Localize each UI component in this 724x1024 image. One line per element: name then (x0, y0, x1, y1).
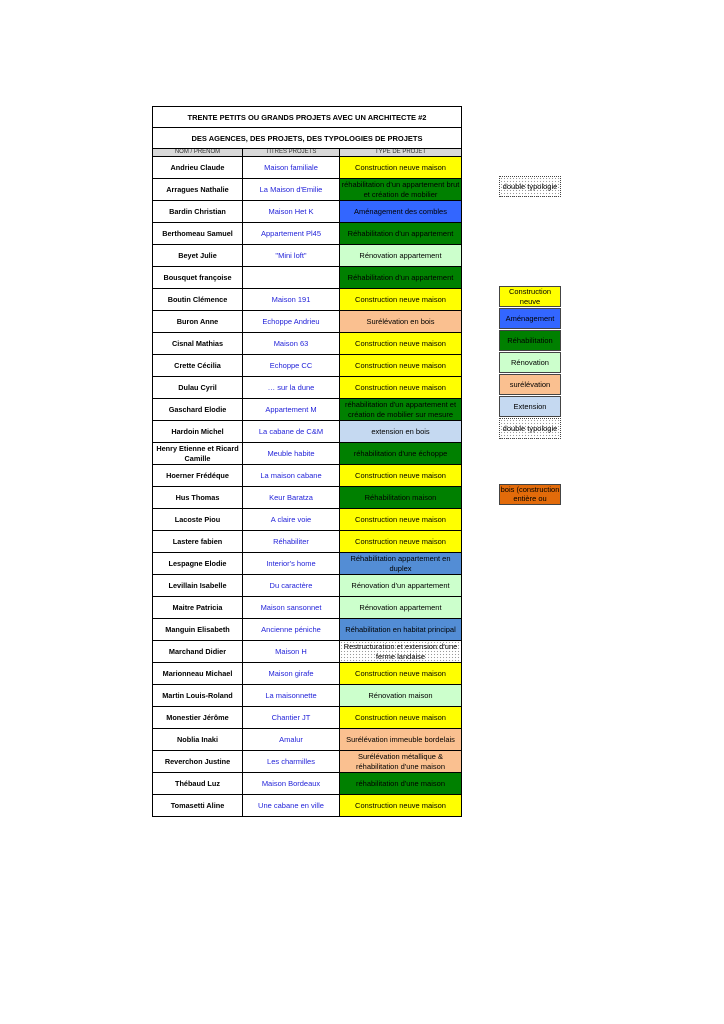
cell-project-title: Maison Het K (243, 201, 340, 222)
cell-project-type: Réhabilitation d'un appartement (340, 267, 461, 288)
cell-project-type: Construction neuve maison (340, 377, 461, 398)
table-subtitle: DES AGENCES, DES PROJETS, DES TYPOLOGIES DE PROJETS (153, 128, 461, 149)
table-row (153, 487, 461, 509)
cell-project-type: Réhabilitation d'un appartement (340, 223, 461, 244)
cell-project-type: Réhabilitation appartement en duplex (340, 553, 461, 574)
legend-swatch: double typologie (499, 418, 561, 439)
table-row (153, 575, 461, 597)
header-title: TITRES PROJETS (243, 149, 340, 156)
cell-project-type: Rénovation appartement (340, 597, 461, 618)
cell-project-type: Restructuration et extension d'une ferme landaise (340, 641, 461, 662)
table-row (153, 553, 461, 575)
cell-name: Henry Etienne et Ricard Camille (153, 443, 243, 464)
cell-project-title: Meuble habite (243, 443, 340, 464)
cell-project-type: extension en bois (340, 421, 461, 442)
table-row (153, 377, 461, 399)
table-row (153, 267, 461, 289)
legend-swatch: Aménagement (499, 308, 561, 329)
cell-project-type: Construction neuve maison (340, 663, 461, 684)
table-row (153, 663, 461, 685)
cell-project-type: Construction neuve maison (340, 157, 461, 178)
table-row (153, 399, 461, 421)
table-row (153, 157, 461, 179)
cell-name: Berthomeau Samuel (153, 223, 243, 244)
table-row (153, 685, 461, 707)
cell-name: Marchand Didier (153, 641, 243, 662)
cell-project-title: "Mini loft" (243, 245, 340, 266)
table-row (153, 619, 461, 641)
cell-project-title: Maison girafe (243, 663, 340, 684)
table-row (153, 289, 461, 311)
projects-table (152, 106, 462, 817)
cell-project-type: Construction neuve maison (340, 509, 461, 530)
table-row (153, 773, 461, 795)
cell-name: Thébaud Luz (153, 773, 243, 794)
table-row (153, 179, 461, 201)
cell-name: Maitre Patricia (153, 597, 243, 618)
cell-project-title: Maison sansonnet (243, 597, 340, 618)
cell-project-title: Echoppe CC (243, 355, 340, 376)
column-headers (153, 149, 461, 157)
cell-project-title: Les charmilles (243, 751, 340, 772)
legend-swatch: Rénovation (499, 352, 561, 373)
legend-swatch: Réhabilitation (499, 330, 561, 351)
cell-name: Hardoin Michel (153, 421, 243, 442)
table-row (153, 223, 461, 245)
legend-swatch: Construction neuve (499, 286, 561, 307)
cell-name: Buron Anne (153, 311, 243, 332)
cell-project-title: Appartement Pl45 (243, 223, 340, 244)
cell-name: Dulau Cyril (153, 377, 243, 398)
table-row (153, 641, 461, 663)
cell-name: Reverchon Justine (153, 751, 243, 772)
table-row (153, 201, 461, 223)
cell-project-title: Du caractère (243, 575, 340, 596)
table-row (153, 355, 461, 377)
cell-project-type: Rénovation appartement (340, 245, 461, 266)
cell-project-type: Construction neuve maison (340, 795, 461, 816)
cell-project-title: Amalur (243, 729, 340, 750)
cell-name: Lespagne Elodie (153, 553, 243, 574)
cell-project-title: Maison familiale (243, 157, 340, 178)
cell-project-title: Une cabane en ville (243, 795, 340, 816)
cell-name: Cisnal Mathias (153, 333, 243, 354)
legend-swatch: surélévation (499, 374, 561, 395)
header-type: TYPE DE PROJET (374, 149, 426, 155)
cell-project-type: Construction neuve maison (340, 707, 461, 728)
cell-name: Hus Thomas (153, 487, 243, 508)
cell-name: Monestier Jérôme (153, 707, 243, 728)
cell-project-title: La maisonnette (243, 685, 340, 706)
table-row (153, 795, 461, 817)
legend-swatch: double typologie (499, 176, 561, 197)
cell-name: Marionneau Michael (153, 663, 243, 684)
cell-project-title: Echoppe Andrieu (243, 311, 340, 332)
cell-project-type: Construction neuve maison (340, 355, 461, 376)
cell-project-title: Ancienne péniche (243, 619, 340, 640)
cell-project-title: Maison H (243, 641, 340, 662)
cell-project-type: réhabilitation d'une échoppe (340, 443, 461, 464)
table-row (153, 707, 461, 729)
cell-name: Gaschard Elodie (153, 399, 243, 420)
cell-project-type: réhabilitation d'un appartement et création de mobilier sur mesure (340, 399, 461, 420)
cell-project-title: La maison cabane (243, 465, 340, 486)
cell-name: Crette Cécilia (153, 355, 243, 376)
cell-project-title: Interior's home (243, 553, 340, 574)
cell-project-type: réhabilitation d'un appartement brut et création de mobilier (341, 179, 460, 199)
cell-project-title: Maison 63 (243, 333, 340, 354)
cell-project-type: Construction neuve maison (340, 465, 461, 486)
cell-project-type: Surélévation métallique & réhabilitation d'une maison (340, 751, 461, 772)
cell-project-type: Réhabilitation en habitat principal (340, 619, 461, 640)
cell-name: Tomasetti Aline (153, 795, 243, 816)
table-row (153, 465, 461, 487)
cell-name: Arragues Nathalie (153, 179, 243, 200)
cell-project-type: Construction neuve maison (340, 531, 461, 552)
cell-project-title: Chantier JT (243, 707, 340, 728)
cell-project-type: Construction neuve maison (340, 289, 461, 310)
cell-project-title: Réhabiliter (243, 531, 340, 552)
table-row (153, 245, 461, 267)
cell-name: Levillain Isabelle (153, 575, 243, 596)
legend-swatch: Extension (499, 396, 561, 417)
cell-project-title: A claire voie (243, 509, 340, 530)
cell-project-title: Keur Baratza (243, 487, 340, 508)
cell-project-type: Rénovation maison (340, 685, 461, 706)
cell-project-title (243, 267, 340, 288)
cell-name: Manguin Elisabeth (153, 619, 243, 640)
cell-name: Bousquet françoise (153, 267, 243, 288)
cell-name: Andrieu Claude (153, 157, 243, 178)
cell-name: Noblia Inaki (153, 729, 243, 750)
table-row (153, 751, 461, 773)
cell-project-title: Appartement M (243, 399, 340, 420)
cell-name: Beyet Julie (153, 245, 243, 266)
header-name: NOM / PRÉNOM (153, 149, 243, 156)
cell-name: Lacoste Piou (153, 509, 243, 530)
legend-swatch: bois (construction entière ou (500, 485, 560, 503)
cell-name: Hoerner Frédéque (153, 465, 243, 486)
table-title: TRENTE PETITS OU GRANDS PROJETS AVEC UN ARCHITECTE #2 (153, 107, 461, 128)
table-row (153, 531, 461, 553)
table-row (153, 729, 461, 751)
table-row (153, 421, 461, 443)
table-row (153, 311, 461, 333)
cell-project-type: réhabilitation d'une maison (340, 773, 461, 794)
cell-name: Martin Louis-Roland (153, 685, 243, 706)
cell-project-type: Rénovation d'un appartement (340, 575, 461, 596)
cell-project-title: … sur la dune (243, 377, 340, 398)
cell-project-type: Surélévation en bois (340, 311, 461, 332)
cell-name: Lastere fabien (153, 531, 243, 552)
table-row (153, 597, 461, 619)
cell-project-type: Surélévation immeuble bordelais (340, 729, 461, 750)
cell-name: Bardin Christian (153, 201, 243, 222)
table-row (153, 333, 461, 355)
table-row (153, 443, 461, 465)
cell-project-title: La cabane de C&M (243, 421, 340, 442)
cell-project-title: Maison Bordeaux (243, 773, 340, 794)
cell-project-type: Réhabilitation maison (340, 487, 461, 508)
cell-name: Boutin Clémence (153, 289, 243, 310)
cell-project-type: Aménagement des combles (340, 201, 461, 222)
cell-project-title: La Maison d'Emilie (243, 179, 340, 200)
cell-project-title: Maison 191 (243, 289, 340, 310)
cell-project-type: Construction neuve maison (340, 333, 461, 354)
table-row (153, 509, 461, 531)
